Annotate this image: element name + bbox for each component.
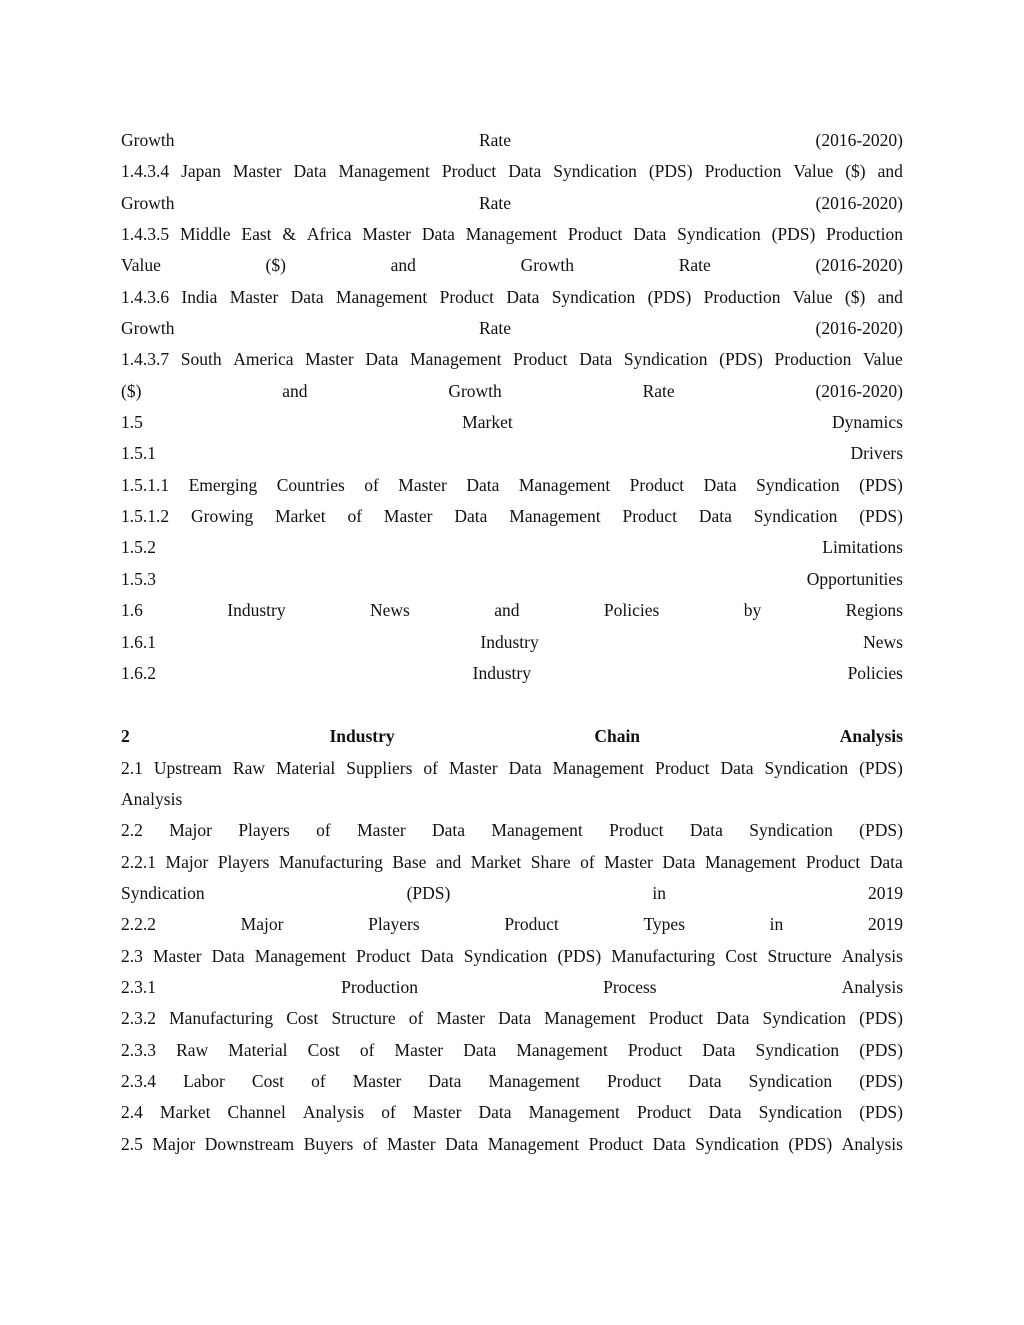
toc-word: ($) — [844, 286, 866, 307]
toc-word: and — [282, 380, 308, 401]
toc-word: Value — [793, 161, 834, 182]
toc-word: Data — [689, 820, 723, 841]
toc-word: Major — [169, 820, 212, 841]
toc-word: 1.6.1 — [121, 631, 156, 652]
toc-line — [121, 972, 903, 1003]
toc-word: Analysis — [839, 726, 903, 747]
toc-word: (2016-2020) — [815, 255, 903, 276]
toc-word: Syndication — [463, 945, 548, 966]
toc-word: and — [877, 161, 903, 182]
toc-word: 1.4.3.6 — [121, 286, 170, 307]
toc-word: Syndication — [695, 1133, 779, 1154]
toc-word: Value — [121, 255, 161, 276]
toc-word: Management — [704, 851, 797, 872]
toc-word: (PDS) — [771, 224, 816, 245]
toc-word: Product — [629, 474, 685, 495]
toc-word: Manufacturing — [169, 1008, 274, 1029]
toc-word: 2.3.1 — [121, 976, 156, 997]
toc-word: Market — [462, 412, 513, 433]
toc-word: Cost — [725, 945, 758, 966]
toc-word: Africa — [306, 224, 352, 245]
toc-word: 2019 — [868, 882, 903, 903]
toc-word: of — [359, 1039, 375, 1060]
toc-word: Management — [487, 1133, 580, 1154]
toc-word: ($) — [121, 380, 142, 401]
toc-word: Syndication — [762, 1008, 847, 1029]
document-page — [121, 125, 903, 1160]
toc-word: South — [180, 349, 222, 370]
toc-word: Value — [792, 286, 833, 307]
toc-word: Product — [627, 1039, 683, 1060]
toc-word: 1.4.3.5 — [121, 224, 170, 245]
toc-line — [121, 878, 903, 909]
toc-word: Master — [448, 757, 498, 778]
toc-word: Data — [421, 224, 455, 245]
toc-word: Production — [826, 224, 903, 245]
toc-word: of — [423, 757, 438, 778]
toc-word: (PDS) — [557, 945, 602, 966]
toc-word: Major — [165, 851, 209, 872]
toc-word: (2016-2020) — [815, 318, 903, 339]
toc-word: Data — [720, 757, 754, 778]
toc-word: Management — [518, 474, 611, 495]
toc-word: Syndication — [551, 286, 636, 307]
toc-word: Product — [805, 851, 861, 872]
toc-word: 2.3 — [121, 945, 143, 966]
toc-word: Data — [652, 1133, 686, 1154]
toc-word: (PDS) — [859, 1008, 903, 1029]
toc-word: Manufacturing — [611, 945, 716, 966]
toc-word: 2.2 — [121, 820, 143, 841]
toc-word: Base — [392, 851, 427, 872]
toc-word: (PDS) — [648, 161, 693, 182]
toc-word: Rate — [478, 192, 512, 213]
toc-word: Product — [439, 286, 495, 307]
toc-word: Syndication — [753, 506, 838, 527]
section-heading — [121, 721, 903, 752]
toc-word: Product — [636, 1102, 692, 1123]
toc-word: Master — [412, 1102, 462, 1123]
toc-line — [121, 156, 903, 187]
toc-word: Data — [454, 506, 488, 527]
toc-word: 1.5.1.2 — [121, 506, 170, 527]
toc-line — [121, 1035, 903, 1066]
toc-word: (PDS) — [859, 1039, 903, 1060]
toc-word: Syndication — [748, 1070, 833, 1091]
toc-word: Market — [470, 851, 522, 872]
toc-word: Rate — [642, 380, 675, 401]
toc-word: 2.5 — [121, 1133, 143, 1154]
toc-word: of — [364, 474, 379, 495]
toc-word: Management — [491, 820, 583, 841]
toc-word: Industry — [329, 726, 395, 747]
toc-line — [121, 188, 903, 219]
toc-line — [121, 407, 903, 438]
toc-word: (2016-2020) — [815, 380, 903, 401]
toc-word: ($) — [845, 161, 866, 182]
toc-word: (PDS) — [859, 820, 903, 841]
toc-word: Management — [335, 286, 428, 307]
toc-word: Master — [362, 224, 411, 245]
toc-word: Value — [862, 349, 903, 370]
toc-word: Data — [445, 1133, 479, 1154]
toc-word: Product — [504, 914, 559, 935]
toc-word: Material — [228, 1039, 288, 1060]
toc-word: Buyers — [303, 1133, 354, 1154]
toc-word: Data — [633, 224, 667, 245]
toc-line — [121, 313, 903, 344]
toc-word: Cost — [307, 1039, 340, 1060]
toc-word: 1.5.2 — [121, 537, 156, 558]
toc-word: and — [390, 255, 416, 276]
toc-word: Data — [708, 1102, 742, 1123]
toc-word: Master — [305, 349, 354, 370]
toc-word: Master — [152, 945, 202, 966]
toc-word: Production — [341, 976, 418, 997]
toc-word: Data — [703, 474, 737, 495]
toc-word: Growth — [520, 255, 575, 276]
toc-word: Product — [648, 1008, 704, 1029]
toc-word: Management — [544, 1008, 636, 1029]
toc-word: Syndication — [756, 474, 840, 495]
toc-line — [121, 1003, 903, 1034]
toc-word: Data — [478, 1102, 512, 1123]
toc-word: Middle — [179, 224, 231, 245]
toc-word: 1.4.3.4 — [121, 161, 170, 182]
toc-word: (PDS) — [859, 474, 903, 495]
toc-word: Industry — [227, 600, 286, 621]
toc-word: Management — [465, 224, 558, 245]
toc-word: Manufacturing — [278, 851, 383, 872]
toc-word: by — [743, 600, 762, 621]
toc-word: ($) — [265, 255, 286, 276]
toc-word: (PDS) — [859, 757, 903, 778]
toc-word: Industry — [480, 631, 539, 652]
toc-word: Master — [398, 474, 447, 495]
toc-word: Major — [152, 1133, 196, 1154]
toc-word: News — [863, 631, 903, 652]
toc-word: 1.6.2 — [121, 662, 156, 683]
toc-word: America — [233, 349, 294, 370]
toc-word: 1.5.3 — [121, 568, 156, 589]
toc-word: Rate — [478, 318, 512, 339]
toc-word: of — [580, 851, 595, 872]
toc-word: Market — [275, 506, 326, 527]
toc-line — [121, 815, 903, 846]
toc-line — [121, 753, 903, 784]
toc-word: Syndication — [623, 349, 708, 370]
toc-word: Dynamics — [832, 412, 903, 433]
toc-word: Data — [869, 851, 903, 872]
toc-word: and — [435, 851, 462, 872]
toc-word: Players — [238, 820, 290, 841]
toc-word: (PDS) — [859, 506, 903, 527]
toc-word: Rate — [678, 255, 711, 276]
toc-word: (2016-2020) — [815, 130, 903, 150]
toc-word: Growing — [190, 506, 254, 527]
toc-word: Data — [466, 474, 500, 495]
toc-word: Production — [774, 349, 852, 370]
toc-word: Management — [410, 349, 502, 370]
toc-word: Suppliers — [346, 757, 413, 778]
toc-word: Material — [276, 757, 336, 778]
toc-line — [121, 376, 903, 407]
toc-word: (PDS) — [647, 286, 692, 307]
toc-word: Cost — [251, 1070, 285, 1091]
toc-word: Product — [609, 820, 664, 841]
toc-line — [121, 658, 903, 689]
toc-word: Data — [463, 1039, 497, 1060]
toc-word: (PDS) — [859, 1102, 903, 1123]
toc-word: Japan — [181, 161, 221, 182]
toc-word: Data — [698, 506, 732, 527]
toc-line — [121, 282, 903, 313]
toc-word: 2.3.2 — [121, 1008, 156, 1029]
toc-word: Emerging — [188, 474, 258, 495]
toc-word: Data — [716, 1008, 750, 1029]
toc-word: India — [181, 286, 218, 307]
toc-word: Syndication — [677, 224, 761, 245]
toc-word: Data — [688, 1070, 722, 1091]
toc-word: Master — [604, 851, 653, 872]
toc-word: Analysis — [841, 1133, 903, 1154]
toc-line — [121, 250, 903, 281]
toc-word: Management — [552, 757, 644, 778]
toc-word: (PDS) — [859, 1070, 903, 1091]
toc-word: Master — [232, 161, 282, 182]
toc-word: Structure — [331, 1008, 396, 1029]
toc-word: Cost — [286, 1008, 319, 1029]
toc-word: Syndication — [121, 882, 205, 903]
toc-word: 2.3.4 — [121, 1070, 156, 1091]
toc-word: Major — [240, 914, 284, 935]
toc-word: Syndication — [553, 161, 637, 182]
toc-word: Master — [352, 1070, 402, 1091]
toc-line — [121, 501, 903, 532]
toc-word: 2.3.3 — [121, 1039, 156, 1060]
toc-line — [121, 595, 903, 626]
toc-word: (PDS) — [788, 1133, 833, 1154]
toc-word: in — [769, 914, 784, 935]
toc-word: Product — [513, 349, 568, 370]
toc-word: Industry — [472, 662, 531, 683]
toc-word: Production — [704, 161, 782, 182]
toc-line — [121, 564, 903, 595]
toc-word: in — [652, 882, 666, 903]
section-gap — [121, 689, 903, 721]
toc-word: Countries — [276, 474, 345, 495]
toc-word: Market — [159, 1102, 211, 1123]
toc-line — [121, 1066, 903, 1097]
toc-word: Management — [254, 945, 347, 966]
toc-word: Master — [383, 506, 433, 527]
toc-line — [121, 1129, 903, 1160]
toc-word: of — [347, 506, 363, 527]
toc-word: News — [369, 600, 410, 621]
toc-word: Players — [368, 914, 420, 935]
toc-word: 1.6 — [121, 600, 143, 621]
toc-word: Limitations — [822, 537, 903, 558]
toc-line — [121, 784, 903, 815]
toc-word: Product — [655, 757, 710, 778]
toc-word: Policies — [603, 600, 660, 621]
toc-word: and — [877, 286, 903, 307]
toc-line — [121, 470, 903, 501]
toc-word: 1.4.3.7 — [121, 349, 170, 370]
toc-word: Share — [530, 851, 571, 872]
toc-word: Data — [662, 851, 696, 872]
toc-word: Management — [528, 1102, 620, 1123]
toc-word: Policies — [847, 662, 903, 683]
toc-word: Raw — [176, 1039, 209, 1060]
toc-line — [121, 532, 903, 563]
toc-word: Data — [432, 820, 466, 841]
toc-word: Chain — [594, 726, 641, 747]
toc-word: (2016-2020) — [815, 192, 903, 213]
toc-word: of — [362, 1133, 378, 1154]
toc-word: Syndication — [749, 820, 833, 841]
toc-word: Process — [603, 976, 657, 997]
toc-word: Regions — [845, 600, 903, 621]
toc-word: Product — [356, 945, 411, 966]
toc-word: Product — [606, 1070, 662, 1091]
toc-word: Growth — [448, 380, 502, 401]
toc-word: Product — [622, 506, 677, 527]
toc-word: Data — [211, 945, 245, 966]
toc-word: Data — [702, 1039, 736, 1060]
toc-word: Growth — [121, 192, 175, 213]
toc-line — [121, 941, 903, 972]
toc-word: 2019 — [867, 914, 903, 935]
toc-word: of — [316, 820, 331, 841]
toc-word: Master — [436, 1008, 485, 1029]
toc-word: Product — [588, 1133, 644, 1154]
toc-word: of — [381, 1102, 396, 1123]
toc-word: Downstream — [204, 1133, 295, 1154]
toc-word: Rate — [478, 130, 512, 150]
toc-word: 1.5 — [121, 412, 143, 433]
toc-word: 1.5.1.1 — [121, 474, 170, 495]
toc-word: (PDS) — [719, 349, 763, 370]
toc-word: Structure — [767, 945, 832, 966]
toc-word: Analysis — [121, 788, 183, 809]
toc-word: Master — [357, 820, 406, 841]
toc-word: Raw — [232, 757, 265, 778]
toc-word: Data — [506, 286, 540, 307]
toc-word: Data — [293, 161, 327, 182]
toc-word: East — [241, 224, 272, 245]
toc-word: Growth — [121, 318, 175, 339]
toc-word: Data — [365, 349, 399, 370]
toc-word: Drivers — [850, 443, 903, 464]
toc-word: Management — [488, 1070, 580, 1091]
toc-word: Types — [643, 914, 685, 935]
toc-word: 2.4 — [121, 1102, 143, 1123]
toc-word: 2 — [121, 726, 130, 747]
toc-word: Syndication — [758, 1102, 843, 1123]
toc-word: of — [311, 1070, 326, 1091]
toc-line — [121, 219, 903, 250]
toc-word: 2.2.2 — [121, 914, 156, 935]
toc-word: Data — [428, 1070, 462, 1091]
toc-word: Data — [420, 945, 454, 966]
toc-word: Opportunities — [806, 568, 903, 589]
toc-line — [121, 344, 903, 375]
toc-word: Master — [229, 286, 279, 307]
toc-word: (PDS) — [406, 882, 451, 903]
toc-word: Data — [290, 286, 324, 307]
toc-word: & — [282, 224, 296, 245]
toc-word: Syndication — [755, 1039, 840, 1060]
toc-word: Analysis — [841, 945, 903, 966]
toc-word: Management — [338, 161, 430, 182]
toc-line — [121, 627, 903, 658]
toc-line — [121, 909, 903, 940]
toc-word: Product — [567, 224, 623, 245]
toc-word: Labor — [183, 1070, 225, 1091]
toc-word: Analysis — [841, 976, 903, 997]
toc-word: Production — [703, 286, 781, 307]
toc-word: Syndication — [764, 757, 849, 778]
toc-word: Data — [508, 757, 542, 778]
toc-word: Analysis — [302, 1102, 365, 1123]
toc-word: 2.1 — [121, 757, 143, 778]
toc-word: Data — [579, 349, 613, 370]
toc-word: Master — [394, 1039, 444, 1060]
toc-line — [121, 125, 903, 156]
toc-word: Growth — [121, 130, 175, 150]
toc-word: of — [408, 1008, 424, 1029]
toc-word: Management — [509, 506, 601, 527]
toc-word: and — [494, 600, 520, 621]
toc-word: Upstream — [153, 757, 222, 778]
toc-word: Product — [441, 161, 497, 182]
toc-word: Data — [498, 1008, 532, 1029]
toc-line — [121, 847, 903, 878]
toc-word: Data — [508, 161, 542, 182]
toc-line — [121, 438, 903, 469]
toc-word: Channel — [227, 1102, 286, 1123]
toc-word: Master — [386, 1133, 436, 1154]
toc-word: 2.2.1 — [121, 851, 156, 872]
toc-word: 1.5.1 — [121, 443, 156, 464]
toc-word: Players — [217, 851, 270, 872]
toc-line — [121, 1097, 903, 1128]
toc-word: Management — [516, 1039, 608, 1060]
